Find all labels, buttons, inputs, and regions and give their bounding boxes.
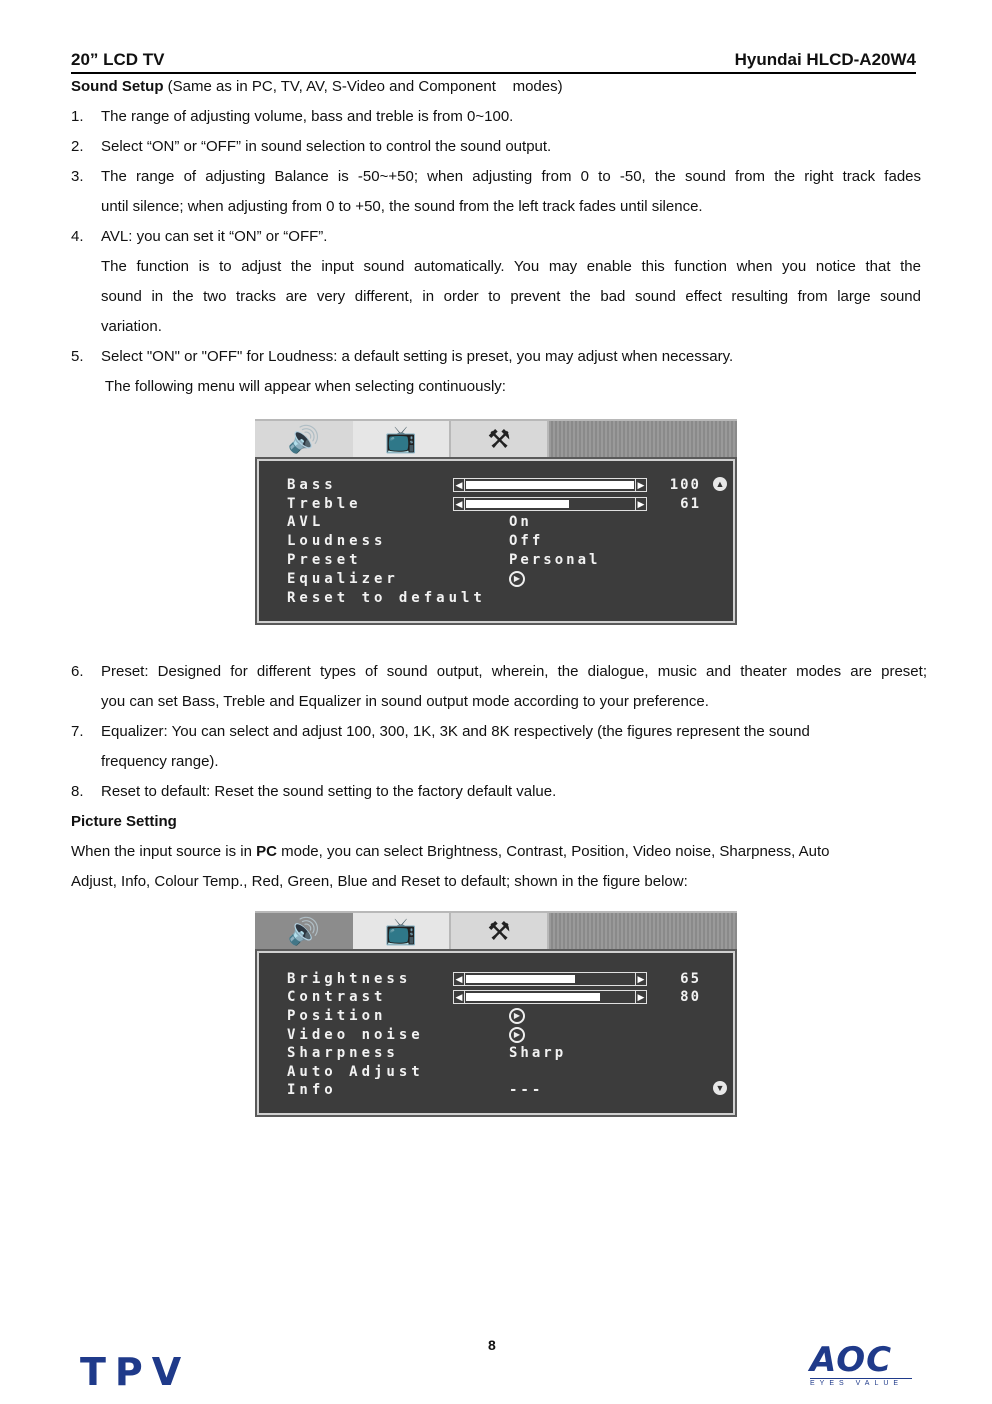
arrow-right-icon: ▶ — [635, 973, 646, 985]
arrow-left-icon: ◀ — [454, 991, 465, 1003]
menu-item-equalizer: Equalizer — [287, 571, 399, 587]
sound-setup-heading-line — [71, 77, 563, 97]
info-value: --- — [509, 1082, 544, 1098]
submenu-arrow-icon: ▶ — [509, 1027, 525, 1043]
tpv-logo: TPV — [80, 1350, 191, 1394]
speaker-icon: 🔊 — [255, 913, 353, 949]
picture-setting-intro-cont: Adjust, Info, Colour Temp., Red, Green, Blue and Reset to default; shown in the figure below: — [71, 873, 688, 890]
bass-slider — [453, 478, 647, 492]
treble-value: 61 — [680, 496, 701, 512]
menu-item-info: Info — [287, 1082, 337, 1098]
intro-text: mode, you can select Brightness, Contrast, Position, Video noise, Sharpness, Auto — [276, 843, 830, 860]
contrast-slider-fill — [466, 993, 600, 1001]
menu-item-treble: Treble — [287, 496, 362, 512]
arrow-left-icon: ◀ — [454, 498, 465, 510]
list-number: 8. — [71, 783, 84, 800]
avl-value: On — [509, 514, 532, 530]
picture-menu-screenshot — [255, 911, 737, 1117]
arrow-right-icon: ▶ — [635, 498, 646, 510]
list-item-cont: The following menu will appear when selecting continuously: — [101, 378, 506, 395]
menu-item-preset: Preset — [287, 552, 362, 568]
brightness-slider — [453, 972, 647, 986]
treble-slider-fill — [466, 500, 569, 508]
list-item-cont: variation. — [101, 318, 162, 335]
list-number: 3. — [71, 168, 84, 185]
list-item: Preset: Designed for different types of sound output, wherein, the dialogue, music and theater modes are preset; — [101, 663, 927, 680]
arrow-left-icon: ◀ — [454, 973, 465, 985]
arrow-left-icon: ◀ — [454, 479, 465, 491]
bass-value: 100 — [669, 477, 701, 493]
arrow-right-icon: ▶ — [635, 991, 646, 1003]
aoc-logo — [810, 1342, 912, 1390]
sound-menu-screenshot — [255, 419, 737, 625]
menu-item-brightness: Brightness — [287, 971, 412, 987]
menu-tab-bar — [255, 911, 737, 949]
tv-icon: 📺 — [353, 421, 449, 457]
list-item: Select “ON” or “OFF” in sound selection to control the sound output. — [101, 138, 552, 155]
list-item: The range of adjusting volume, bass and treble is from 0~100. — [101, 108, 514, 125]
menu-tab-bar — [255, 419, 737, 457]
brightness-value: 65 — [680, 971, 701, 987]
submenu-arrow-icon: ▶ — [509, 571, 525, 587]
list-number: 7. — [71, 723, 84, 740]
menu-item-position: Position — [287, 1008, 387, 1024]
page-number: 8 — [488, 1337, 496, 1353]
tools-icon: ⚒ — [451, 421, 547, 457]
list-item-cont: frequency range). — [101, 753, 219, 770]
scroll-down-icon: ▼ — [713, 1081, 727, 1095]
sound-setup-note: (Same as in PC, TV, AV, S-Video and Component modes) — [167, 78, 563, 95]
list-item-cont: you can set Bass, Treble and Equalizer in sound output mode according to your preference. — [101, 693, 709, 710]
list-item: The range of adjusting Balance is -50~+50; when adjusting from 0 to -50, the sound from the right track fades — [101, 168, 921, 185]
list-number: 1. — [71, 108, 84, 125]
brightness-slider-fill — [466, 975, 575, 983]
contrast-slider — [453, 990, 647, 1004]
list-item-cont: sound in the two tracks are very different, in order to prevent the bad sound effect resulting from large sound — [101, 288, 921, 305]
speaker-icon: 🔊 — [255, 421, 353, 457]
list-item: Equalizer: You can select and adjust 100, 300, 1K, 3K and 8K respectively (the figures represent the sound — [101, 723, 810, 740]
tools-icon: ⚒ — [451, 913, 547, 949]
list-item: Reset to default: Reset the sound setting to the factory default value. — [101, 783, 557, 800]
menu-item-contrast: Contrast — [287, 989, 387, 1005]
list-item: Select "ON" or "OFF" for Loudness: a default setting is preset, you may adjust when necessary. — [101, 348, 734, 365]
list-item-cont: The function is to adjust the input sound automatically. You may enable this function when you notice that the — [101, 258, 921, 275]
aoc-logo-word: AOC — [810, 1340, 893, 1380]
sharpness-value: Sharp — [509, 1045, 567, 1061]
menu-item-avl: AVL — [287, 514, 325, 530]
bass-slider-fill — [466, 481, 634, 489]
page-header — [71, 50, 916, 74]
menu-item-reset: Reset to default — [287, 590, 486, 606]
header-title: 20” LCD TV — [71, 50, 165, 69]
list-number: 4. — [71, 228, 84, 245]
intro-bold: PC — [256, 843, 277, 860]
sound-setup-heading: Sound Setup — [71, 78, 164, 95]
treble-slider — [453, 497, 647, 511]
list-number: 6. — [71, 663, 84, 680]
arrow-right-icon: ▶ — [635, 479, 646, 491]
menu-item-sharpness: Sharpness — [287, 1045, 399, 1061]
preset-value: Personal — [509, 552, 601, 568]
menu-panel — [257, 459, 735, 623]
intro-text: When the input source is in — [71, 843, 257, 860]
header-model: Hyundai HLCD-A20W4 — [734, 50, 916, 69]
tv-icon: 📺 — [353, 913, 449, 949]
picture-setting-heading: Picture Setting — [71, 813, 177, 830]
list-item-cont: until silence; when adjusting from 0 to +50, the sound from the left track fades until silence. — [101, 198, 703, 215]
contrast-value: 80 — [680, 989, 701, 1005]
submenu-arrow-icon: ▶ — [509, 1008, 525, 1024]
scroll-up-icon: ▲ — [713, 477, 727, 491]
loudness-value: Off — [509, 533, 544, 549]
menu-item-video-noise: Video noise — [287, 1027, 424, 1043]
list-number: 5. — [71, 348, 84, 365]
aoc-logo-tagline: EYES VALUE — [810, 1378, 912, 1387]
picture-setting-intro — [71, 842, 830, 862]
list-number: 2. — [71, 138, 84, 155]
menu-panel — [257, 951, 735, 1115]
menu-item-loudness: Loudness — [287, 533, 387, 549]
list-item: AVL: you can set it “ON” or “OFF”. — [101, 228, 328, 245]
menu-item-auto-adjust: Auto Adjust — [287, 1064, 424, 1080]
menu-item-bass: Bass — [287, 477, 337, 493]
